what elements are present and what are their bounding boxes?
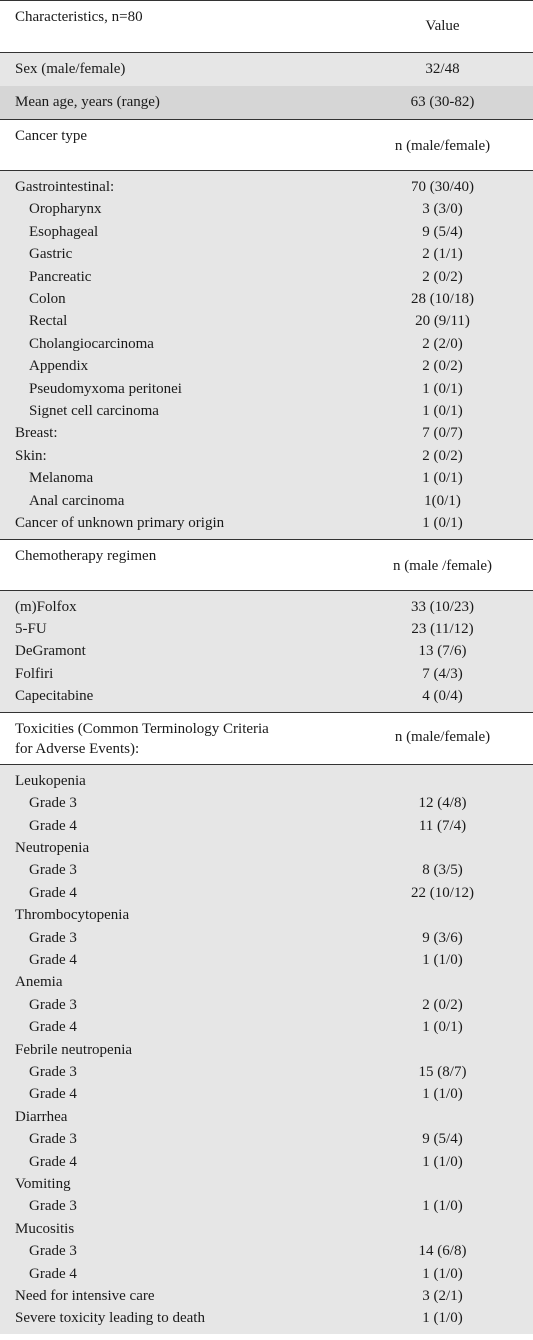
table-row	[0, 355, 533, 377]
row-value	[360, 764, 533, 792]
table-header-row	[0, 1, 533, 53]
row-value: 22 (10/12)	[360, 882, 533, 904]
header-characteristics: Characteristics, n=80	[0, 1, 360, 53]
row-label: Cancer of unknown primary origin	[0, 512, 360, 539]
table-row	[0, 837, 533, 859]
row-value: 9 (5/4)	[360, 1128, 533, 1150]
section-column-label: n (male/female)	[360, 120, 533, 171]
row-value: 1 (0/1)	[360, 512, 533, 539]
row-value	[360, 1173, 533, 1195]
row-value: 3 (3/0)	[360, 198, 533, 220]
table-row	[0, 590, 533, 618]
row-label: 5-FU	[0, 618, 360, 640]
row-label: Capecitabine	[0, 685, 360, 712]
row-value: 28 (10/18)	[360, 288, 533, 310]
table-row	[0, 1263, 533, 1285]
row-label: Cholangiocarcinoma	[0, 333, 360, 355]
row-value: 2 (2/0)	[360, 333, 533, 355]
row-label: Skin:	[0, 445, 360, 467]
table-row	[0, 243, 533, 265]
row-value: 3 (2/1)	[360, 1285, 533, 1307]
row-label: Severe toxicity leading to death	[0, 1307, 360, 1334]
row-label: Rectal	[0, 310, 360, 332]
row-label: Grade 3	[0, 994, 360, 1016]
table-row	[0, 927, 533, 949]
table-row	[0, 512, 533, 539]
table-row	[0, 422, 533, 444]
table-row	[0, 994, 533, 1016]
table-row	[0, 378, 533, 400]
table-row	[0, 859, 533, 881]
row-label: Pancreatic	[0, 266, 360, 288]
row-label: Mucositis	[0, 1218, 360, 1240]
row-label: Signet cell carcinoma	[0, 400, 360, 422]
table-row	[0, 882, 533, 904]
row-value: 8 (3/5)	[360, 859, 533, 881]
row-label: Grade 3	[0, 792, 360, 814]
row-label: Mean age, years (range)	[0, 86, 360, 120]
row-label: Anal carcinoma	[0, 490, 360, 512]
row-value: 4 (0/4)	[360, 685, 533, 712]
row-label: Grade 3	[0, 927, 360, 949]
row-value: 14 (6/8)	[360, 1240, 533, 1262]
table-row	[0, 1083, 533, 1105]
table-row	[0, 618, 533, 640]
row-label: Grade 3	[0, 859, 360, 881]
table-row	[0, 400, 533, 422]
row-label: Grade 3	[0, 1061, 360, 1083]
row-label: Grade 4	[0, 1016, 360, 1038]
row-label: Grade 4	[0, 1083, 360, 1105]
row-label: Melanoma	[0, 467, 360, 489]
row-value: 33 (10/23)	[360, 590, 533, 618]
row-value: 32/48	[360, 53, 533, 87]
row-value: 1 (0/1)	[360, 400, 533, 422]
row-label: Neutropenia	[0, 837, 360, 859]
table-row	[0, 1173, 533, 1195]
section-header-chemo	[0, 539, 533, 590]
table-row	[0, 640, 533, 662]
row-label: Vomiting	[0, 1173, 360, 1195]
row-value	[360, 837, 533, 859]
table-row	[0, 1106, 533, 1128]
row-value	[360, 1218, 533, 1240]
row-value: 1(0/1)	[360, 490, 533, 512]
table-row	[0, 266, 533, 288]
row-label: Leukopenia	[0, 764, 360, 792]
section-title: Cancer type	[0, 120, 360, 171]
row-value: 2 (0/2)	[360, 355, 533, 377]
row-label: Gastric	[0, 243, 360, 265]
row-label: Sex (male/female)	[0, 53, 360, 87]
row-value: 2 (0/2)	[360, 994, 533, 1016]
table-row	[0, 1307, 533, 1334]
section-column-label: n (male /female)	[360, 539, 533, 590]
row-value: 12 (4/8)	[360, 792, 533, 814]
row-value: 1 (0/1)	[360, 1016, 533, 1038]
row-value	[360, 904, 533, 926]
row-value: 7 (0/7)	[360, 422, 533, 444]
row-label: Grade 4	[0, 949, 360, 971]
row-label: DeGramont	[0, 640, 360, 662]
table-row	[0, 445, 533, 467]
row-label: (m)Folfox	[0, 590, 360, 618]
row-value	[360, 1039, 533, 1061]
table-row	[0, 685, 533, 712]
row-label: Grade 4	[0, 815, 360, 837]
row-value: 1 (1/0)	[360, 1195, 533, 1217]
row-value: 1 (1/0)	[360, 1083, 533, 1105]
table-row	[0, 1195, 533, 1217]
section-column-label: n (male/female)	[360, 712, 533, 764]
row-label: Appendix	[0, 355, 360, 377]
row-value	[360, 971, 533, 993]
row-label: Anemia	[0, 971, 360, 993]
table-row	[0, 1151, 533, 1173]
row-value: 15 (8/7)	[360, 1061, 533, 1083]
table-row	[0, 663, 533, 685]
row-label: Grade 3	[0, 1195, 360, 1217]
row-value: 1 (0/1)	[360, 467, 533, 489]
row-value: 1 (1/0)	[360, 1263, 533, 1285]
header-value: Value	[360, 1, 533, 53]
table-row	[0, 815, 533, 837]
general-row	[0, 53, 533, 87]
row-label: Oropharynx	[0, 198, 360, 220]
section-header-tox	[0, 712, 533, 764]
row-label: Diarrhea	[0, 1106, 360, 1128]
table-row	[0, 971, 533, 993]
row-value: 9 (5/4)	[360, 221, 533, 243]
section-title: Toxicities (Common Terminology Criteria for Adverse Events):	[0, 712, 360, 764]
row-label: Pseudomyxoma peritonei	[0, 378, 360, 400]
row-label: Grade 3	[0, 1240, 360, 1262]
table-row	[0, 1285, 533, 1307]
general-row	[0, 86, 533, 120]
row-label: Grade 3	[0, 1128, 360, 1150]
table-row	[0, 792, 533, 814]
row-label: Febrile neutropenia	[0, 1039, 360, 1061]
row-label: Esophageal	[0, 221, 360, 243]
section-header-cancer	[0, 120, 533, 171]
table-row	[0, 1128, 533, 1150]
table-row	[0, 1218, 533, 1240]
row-value: 2 (0/2)	[360, 266, 533, 288]
row-value: 2 (0/2)	[360, 445, 533, 467]
row-value: 2 (1/1)	[360, 243, 533, 265]
table-row	[0, 949, 533, 971]
table-row	[0, 198, 533, 220]
table-row	[0, 1016, 533, 1038]
row-value: 7 (4/3)	[360, 663, 533, 685]
table-row	[0, 288, 533, 310]
row-value: 1 (0/1)	[360, 378, 533, 400]
row-label: Need for intensive care	[0, 1285, 360, 1307]
row-label: Grade 4	[0, 882, 360, 904]
row-label: Colon	[0, 288, 360, 310]
table-row	[0, 221, 533, 243]
table-row	[0, 764, 533, 792]
row-label: Gastrointestinal:	[0, 171, 360, 199]
table-row	[0, 904, 533, 926]
row-label: Grade 4	[0, 1151, 360, 1173]
table-row	[0, 490, 533, 512]
row-value: 1 (1/0)	[360, 1151, 533, 1173]
table-row	[0, 1039, 533, 1061]
row-value: 1 (1/0)	[360, 1307, 533, 1334]
section-title: Chemotherapy regimen	[0, 539, 360, 590]
row-value: 20 (9/11)	[360, 310, 533, 332]
table-row	[0, 310, 533, 332]
table-row	[0, 467, 533, 489]
row-value	[360, 1106, 533, 1128]
row-value: 23 (11/12)	[360, 618, 533, 640]
row-value: 13 (7/6)	[360, 640, 533, 662]
row-value: 11 (7/4)	[360, 815, 533, 837]
table-row	[0, 171, 533, 199]
row-value: 70 (30/40)	[360, 171, 533, 199]
row-value: 1 (1/0)	[360, 949, 533, 971]
row-label: Breast:	[0, 422, 360, 444]
row-label: Grade 4	[0, 1263, 360, 1285]
table-row	[0, 333, 533, 355]
row-value: 9 (3/6)	[360, 927, 533, 949]
row-value: 63 (30-82)	[360, 86, 533, 120]
table-row	[0, 1061, 533, 1083]
row-label: Folfiri	[0, 663, 360, 685]
table-row	[0, 1240, 533, 1262]
row-label: Thrombocytopenia	[0, 904, 360, 926]
